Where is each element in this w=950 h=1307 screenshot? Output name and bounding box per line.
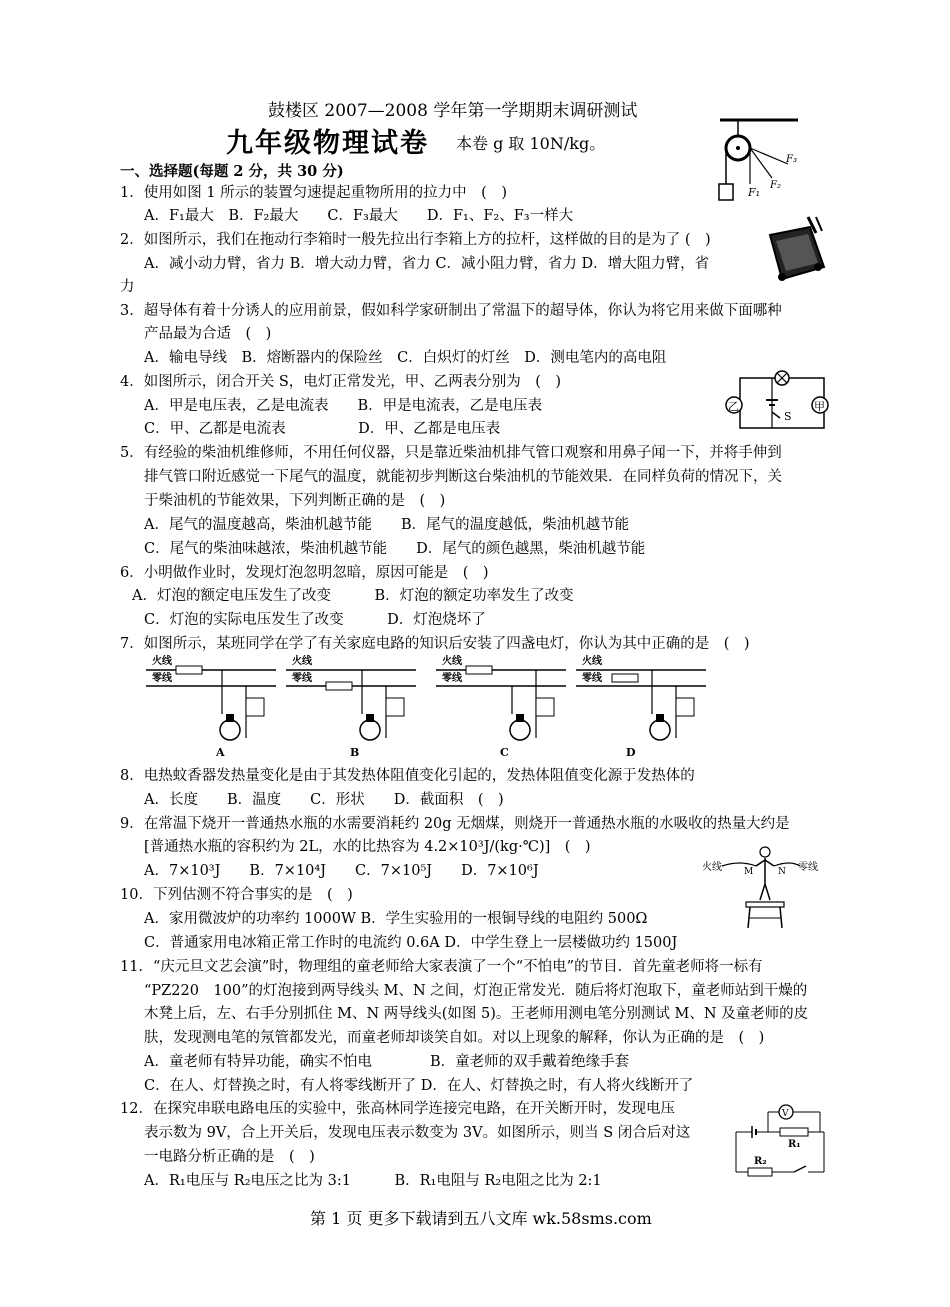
stool-top [746,902,784,907]
circuit-b-neutral-label: 零线 [292,673,312,684]
question-12-line3: 一电路分析正确的是 ( ) [144,1149,315,1165]
circuit-d-neutral-label: 零线 [582,673,602,684]
label-f2: F₂ [770,180,781,191]
question-2-tail: 力 [120,279,135,295]
question-1-stem: 1．使用如图 1 所示的装置匀速提起重物所用的拉力中 ( ) [120,185,507,201]
question-11-line4: 肤，发现测电笔的氖管都发光，而童老师却谈笑自如。对以上现象的解释，你认为正确的是 ( ) [144,1030,765,1046]
voltmeter-label: V [782,1109,789,1119]
fig5-m-label: M [744,867,754,877]
teacher-figure [700,842,830,932]
question-3-line1: 3．超导体有着十分诱人的应用前景，假如科学家研制出了常温下的超导体，你认为将它用来做下面哪种 [120,303,782,319]
circuit-c-neutral-label: 零线 [442,673,462,684]
circuit-b-live-label: 火线 [292,656,312,667]
question-2-options: A．减小动力臂，省力 B．增大动力臂，省力 C．减小阻力臂，省力 D．增大阻力臂，省 [144,256,710,272]
question-4-option-row2: C．甲、乙都是电流表 D．甲、乙都是电压表 [144,421,501,437]
question-11-option-row2: C．在人、灯替换之时，有人将零线断开了 D．在人、灯替换之时，有人将火线断开了 [144,1078,694,1094]
question-12-line2: 表示数为 9V，合上开关后，发现电压表示数变为 3V。如图所示，则当 S 闭合后对这 [144,1125,691,1141]
question-6-option-row2: C．灯泡的实际电压发生了改变 D．灯泡烧坏了 [144,612,486,628]
meter-jia-label: 甲 [814,400,825,413]
question-10-option-row2: C．普通家用电冰箱正常工作时的电流约 0.6A D．中学生登上一层楼做功约 1500J [144,935,678,951]
circuit-meter-figure [722,370,832,435]
question-9-line1: 9．在常温下烧开一普通热水瓶的水需要消耗约 20g 无烟煤，则烧开一普通热水瓶的水吸收的热量大约是 [120,816,790,832]
circuit-a-live-label: 火线 [152,656,172,667]
question-7-stem: 7．如图所示，某班同学在学了有关家庭电路的知识后安装了四盏电灯，你认为其中正确的是 ( ) [120,636,750,652]
person-head [760,847,770,857]
r1-label: R₁ [788,1139,801,1150]
circuit-a-label: A [216,746,225,759]
circuit-a [146,654,276,759]
question-1-options: A．F₁最大 B．F₂最大 C．F₃最大 D．F₁、F₂、F₃一样大 [144,208,574,224]
question-11-line3: 木凳上后，左、右手分别抓住 M、N 两导线头(如图 5)。王老师用测电笔分别测试 M、N 及童老师的皮 [144,1006,809,1022]
question-6-option-row1: A．灯泡的额定电压发生了改变 B．灯泡的额定功率发生了改变 [132,588,574,604]
exam-title: 九年级物理试卷 [226,128,429,159]
pulley-figure [716,116,806,208]
circuit-d-live-label: 火线 [582,656,602,667]
question-6-stem: 6．小明做作业时，发现灯泡忽明忽暗，原因可能是 ( ) [120,565,489,581]
question-10-option-row1: A．家用微波炉的功率约 1000W B．学生实验用的一根铜导线的电阻约 500Ω [144,911,648,927]
switch-icon [772,412,780,418]
circuit-c-live-label: 火线 [442,656,462,667]
question-3-options: A．输电导线 B．熔断器内的保险丝 C．白炽灯的灯丝 D．测电笔内的高电阻 [144,350,667,366]
question-11-line1: 11．“庆元旦文艺会演”时，物理组的童老师给大家表演了一个“不怕电”的节目．首先童老师将一标有 [120,959,763,975]
circuit-b [286,654,416,759]
question-8-stem: 8．电热蚊香器发热量变化是由于其发热体阻值变化引起的，发热体阻值变化源于发热体的 [120,768,695,784]
question-5-line3: 于柴油机的节能效果，下列判断正确的是 ( ) [144,493,446,509]
household-circuit-figure [146,654,746,764]
label-f3: F₃ [786,154,797,165]
exam-note: 本卷 g 取 10N/kg。 [456,134,606,153]
fig5-live-label: 火线 [702,862,722,873]
fig5-n-label: N [778,867,786,877]
socket-icon [246,698,264,716]
socket-icon [386,698,404,716]
resistor-r1 [780,1128,808,1136]
question-5-line2: 排气管口附近感觉一下尾气的温度，就能初步判断这台柴油机的节能效果．在同样负荷的情况下，关 [144,469,782,485]
section-heading: 一、选择题(每题 2 分，共 30 分) [120,163,344,180]
circuit-d [576,654,706,759]
bulb-icon [650,720,670,740]
question-3-line2: 产品最为合适 ( ) [144,326,272,342]
question-12-options: A．R₁电压与 R₂电压之比为 3:1 B．R₁电阻与 R₂电阻之比为 2:1 [144,1173,602,1189]
label-f1: F₁ [748,186,761,199]
r2-label: R₂ [754,1156,767,1167]
question-11-line2: “PZ220 100”的灯泡接到两导线头 M、N 之间，灯泡正常发光．随后将灯泡取下，童老师站到干燥的 [144,983,808,999]
question-9-line2: [普通热水瓶的容积约为 2L，水的比热容为 4.2×10³J/(kg·℃)] ( ) [144,839,591,855]
question-12-line1: 12．在探究串联电路电压的实验中，张高林同学连接完电路，在开关断开时，发现电压 [120,1101,675,1117]
bulb-icon [510,720,530,740]
bulb-icon [360,720,380,740]
question-11-option-row1: A．童老师有特异功能，确实不怕电 B．童老师的双手戴着绝缘手套 [144,1054,630,1070]
circuit-c [436,654,566,759]
question-9-options: A．7×10³J B．7×10⁴J C．7×10⁵J D．7×10⁶J [144,863,539,879]
circuit-a-neutral-label: 零线 [152,673,172,684]
question-5-line1: 5．有经验的柴油机维修师，不用任何仪器，只是靠近柴油机排气管口观察和用鼻子闻一下，并将手伸到 [120,445,782,461]
question-8-options: A．长度 B．温度 C．形状 D．截面积 ( ) [144,792,504,808]
switch-icon [794,1166,806,1172]
question-5-option-row1: A．尾气的温度越高，柴油机越节能 B．尾气的温度越低，柴油机越节能 [144,517,630,533]
question-10-stem: 10．下列估测不符合事实的是 ( ) [120,887,353,903]
series-circuit-figure [728,1104,828,1180]
circuit-d-label: D [626,746,636,759]
luggage-figure [762,213,832,285]
question-4-stem: 4．如图所示，闭合开关 S，电灯正常发光，甲、乙两表分别为 ( ) [120,374,562,390]
switch-label: S [784,410,792,423]
fig5-neutral-label: 零线 [798,862,818,873]
weight-block [719,184,733,200]
socket-icon [676,698,694,716]
page-footer: 第 1 页 更多下载请到五八文库 wk.58sms.com [310,1209,652,1228]
meter-yi-label: 乙 [728,400,739,413]
question-5-option-row2: C．尾气的柴油味越浓，柴油机越节能 D．尾气的颜色越黑，柴油机越节能 [144,541,646,557]
exam-subtitle: 鼓楼区 2007—2008 学年第一学期期末调研测试 [268,101,638,121]
bulb-icon [220,720,240,740]
socket-icon [536,698,554,716]
question-4-option-row1: A．甲是电压表，乙是电流表 B．甲是电流表，乙是电压表 [144,398,543,414]
circuit-c-label: C [500,746,509,759]
resistor-r2 [748,1168,772,1176]
circuit-b-label: B [350,746,360,759]
person-body [756,858,774,900]
question-2-stem: 2．如图所示，我们在拖动行李箱时一般先拉出行李箱上方的拉杆，这样做的目的是为了 ( ) [120,232,711,248]
